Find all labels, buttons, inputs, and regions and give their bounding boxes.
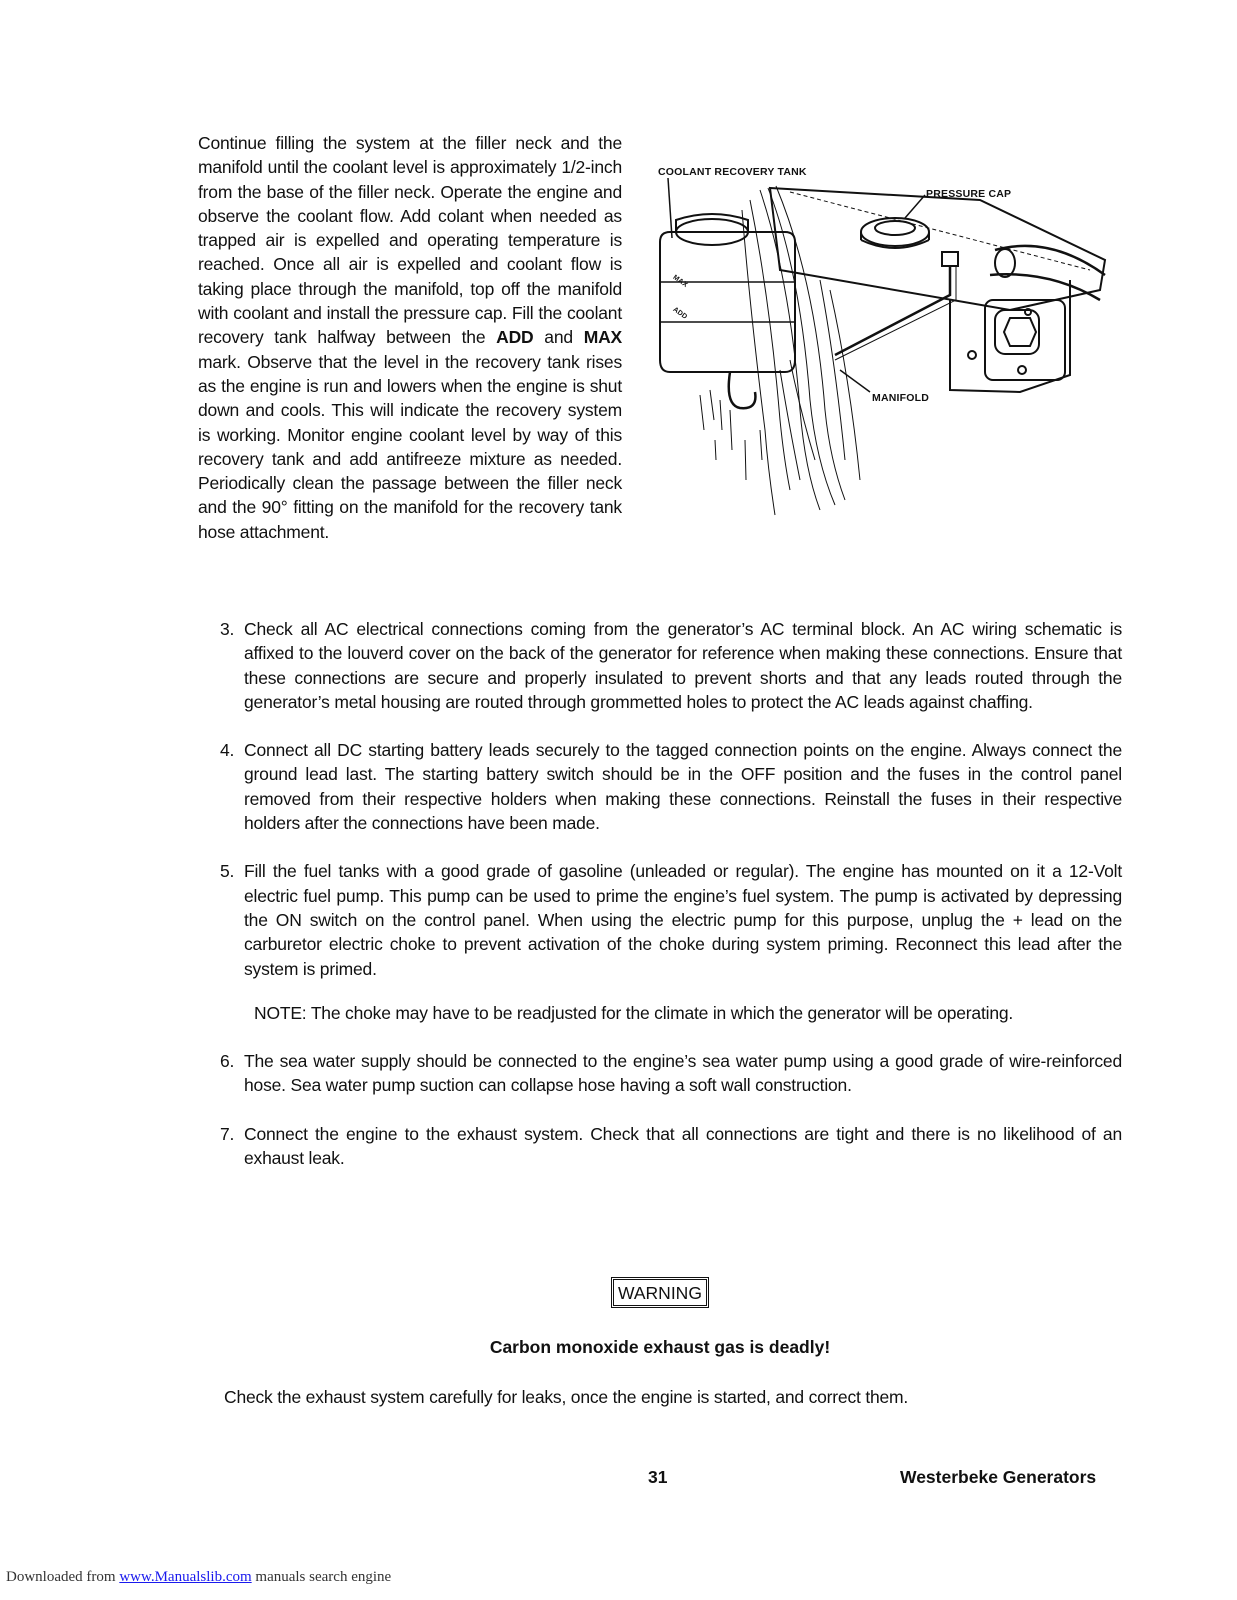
- tank-max-label: MAX: [671, 273, 689, 290]
- coolant-recovery-tank-label: COOLANT RECOVERY TANK: [658, 166, 807, 178]
- step-number: 5.: [220, 861, 235, 882]
- step-4: [220, 738, 1122, 835]
- step-text: Connect all DC starting battery leads securely to the tagged connection points on the engine. Always connect the ground lead last. The starting battery switch should be in the OFF position and the fuses in the control panel removed from their respective holders when making these connections. Reinstall the fuses in their respective holders after the connections have been made.: [244, 740, 1122, 834]
- step-number: 6.: [220, 1051, 235, 1072]
- choke-note: NOTE: The choke may have to be readjusted for the climate in which the generator will be operating.: [254, 1002, 1014, 1023]
- max-mark-text: MAX: [583, 327, 622, 348]
- step-number: 3.: [220, 619, 235, 639]
- coolant-diagram-drawing: [650, 160, 1130, 530]
- step-7: [220, 1122, 1122, 1171]
- page-number: 31: [648, 1467, 668, 1487]
- step-text: Connect the engine to the exhaust system. Check that all connections are tight and there is no likelihood of an exhaust leak.: [244, 1123, 1122, 1169]
- tank-add-label: ADD: [671, 306, 689, 321]
- intro-text: Continue filling the system at the filler neck and the manifold until the coolant level is approximately 1/2-inch from the base of the filler neck. Operate the engine and observe the coolant flow. Add colant when needed as trapped air is expelled and operating temperature is reached. Once all air is expelled and coolant flow is taking place through the manifold, top off the manifold with coolant and install the pressure cap. Fill the coolant recovery tank halfway between the: [198, 133, 622, 348]
- step-6: [220, 1049, 1122, 1098]
- step-3: [220, 617, 1122, 714]
- warning-title: Carbon monoxide exhaust gas is deadly!: [489, 1337, 831, 1357]
- footer-title: Westerbeke Generators: [900, 1467, 1097, 1487]
- warning-text: Check the exhaust system carefully for leaks, once the engine is started, and correct them.: [224, 1387, 909, 1407]
- warning-label: WARNING: [611, 1277, 709, 1308]
- step-text: The sea water supply should be connected to the engine’s sea water pump using a good grade of wire-reinforced hose. Sea water pump suction can collapse hose having a soft wall construction.: [244, 1051, 1122, 1096]
- intro-text-end: mark. Observe that the level in the recovery tank rises as the engine is run and lowers when the engine is shut down and cools. This will indicate the recovery system is working. Monitor engine coolant level by way of this recovery tank and add antifreeze mixture as needed. Periodically clean the passage between the filler neck and the 90° fitting on the manifold for the recovery tank hose attachment.: [198, 351, 622, 542]
- numbered-steps: [220, 617, 1122, 1194]
- manualslib-link[interactable]: www.Manualslib.com: [119, 1569, 252, 1585]
- manifold-label: MANIFOLD: [872, 392, 930, 404]
- step-number: 4.: [220, 740, 235, 761]
- download-line: [6, 1569, 391, 1586]
- intro-paragraph: [198, 131, 622, 544]
- step-5: [220, 859, 1122, 980]
- add-mark-text: ADD: [496, 327, 534, 348]
- pressure-cap-label: PRESSURE CAP: [926, 188, 1012, 200]
- download-prefix: Downloaded from: [6, 1569, 120, 1585]
- intro-and: and: [533, 327, 584, 348]
- step-number: 7.: [220, 1123, 235, 1144]
- coolant-system-figure: [650, 160, 1130, 530]
- download-suffix: manuals search engine: [251, 1569, 392, 1585]
- step-text: Fill the fuel tanks with a good grade of gasoline (unleaded or regular). The engine has mounted on it a 12-Volt electric fuel pump. This pump can be used to prime the engine’s fuel system. The pump is activated by depressing the ON switch on the control panel. When using the electric pump for this purpose, unplug the + lead on the carburetor electric choke to prevent activation of the choke during system priming. Reconnect this lead after the system is primed.: [244, 861, 1122, 979]
- step-text: Check all AC electrical connections coming from the generator’s AC terminal block. An AC wiring schematic is affixed to the louverd cover on the back of the generator for reference when making these connections. Ensure that these connections are secure and properly insulated to prevent shorts and that any leads routed through the generator’s metal housing are routed through grommetted holes to protect the AC leads against chaffing.: [244, 619, 1122, 712]
